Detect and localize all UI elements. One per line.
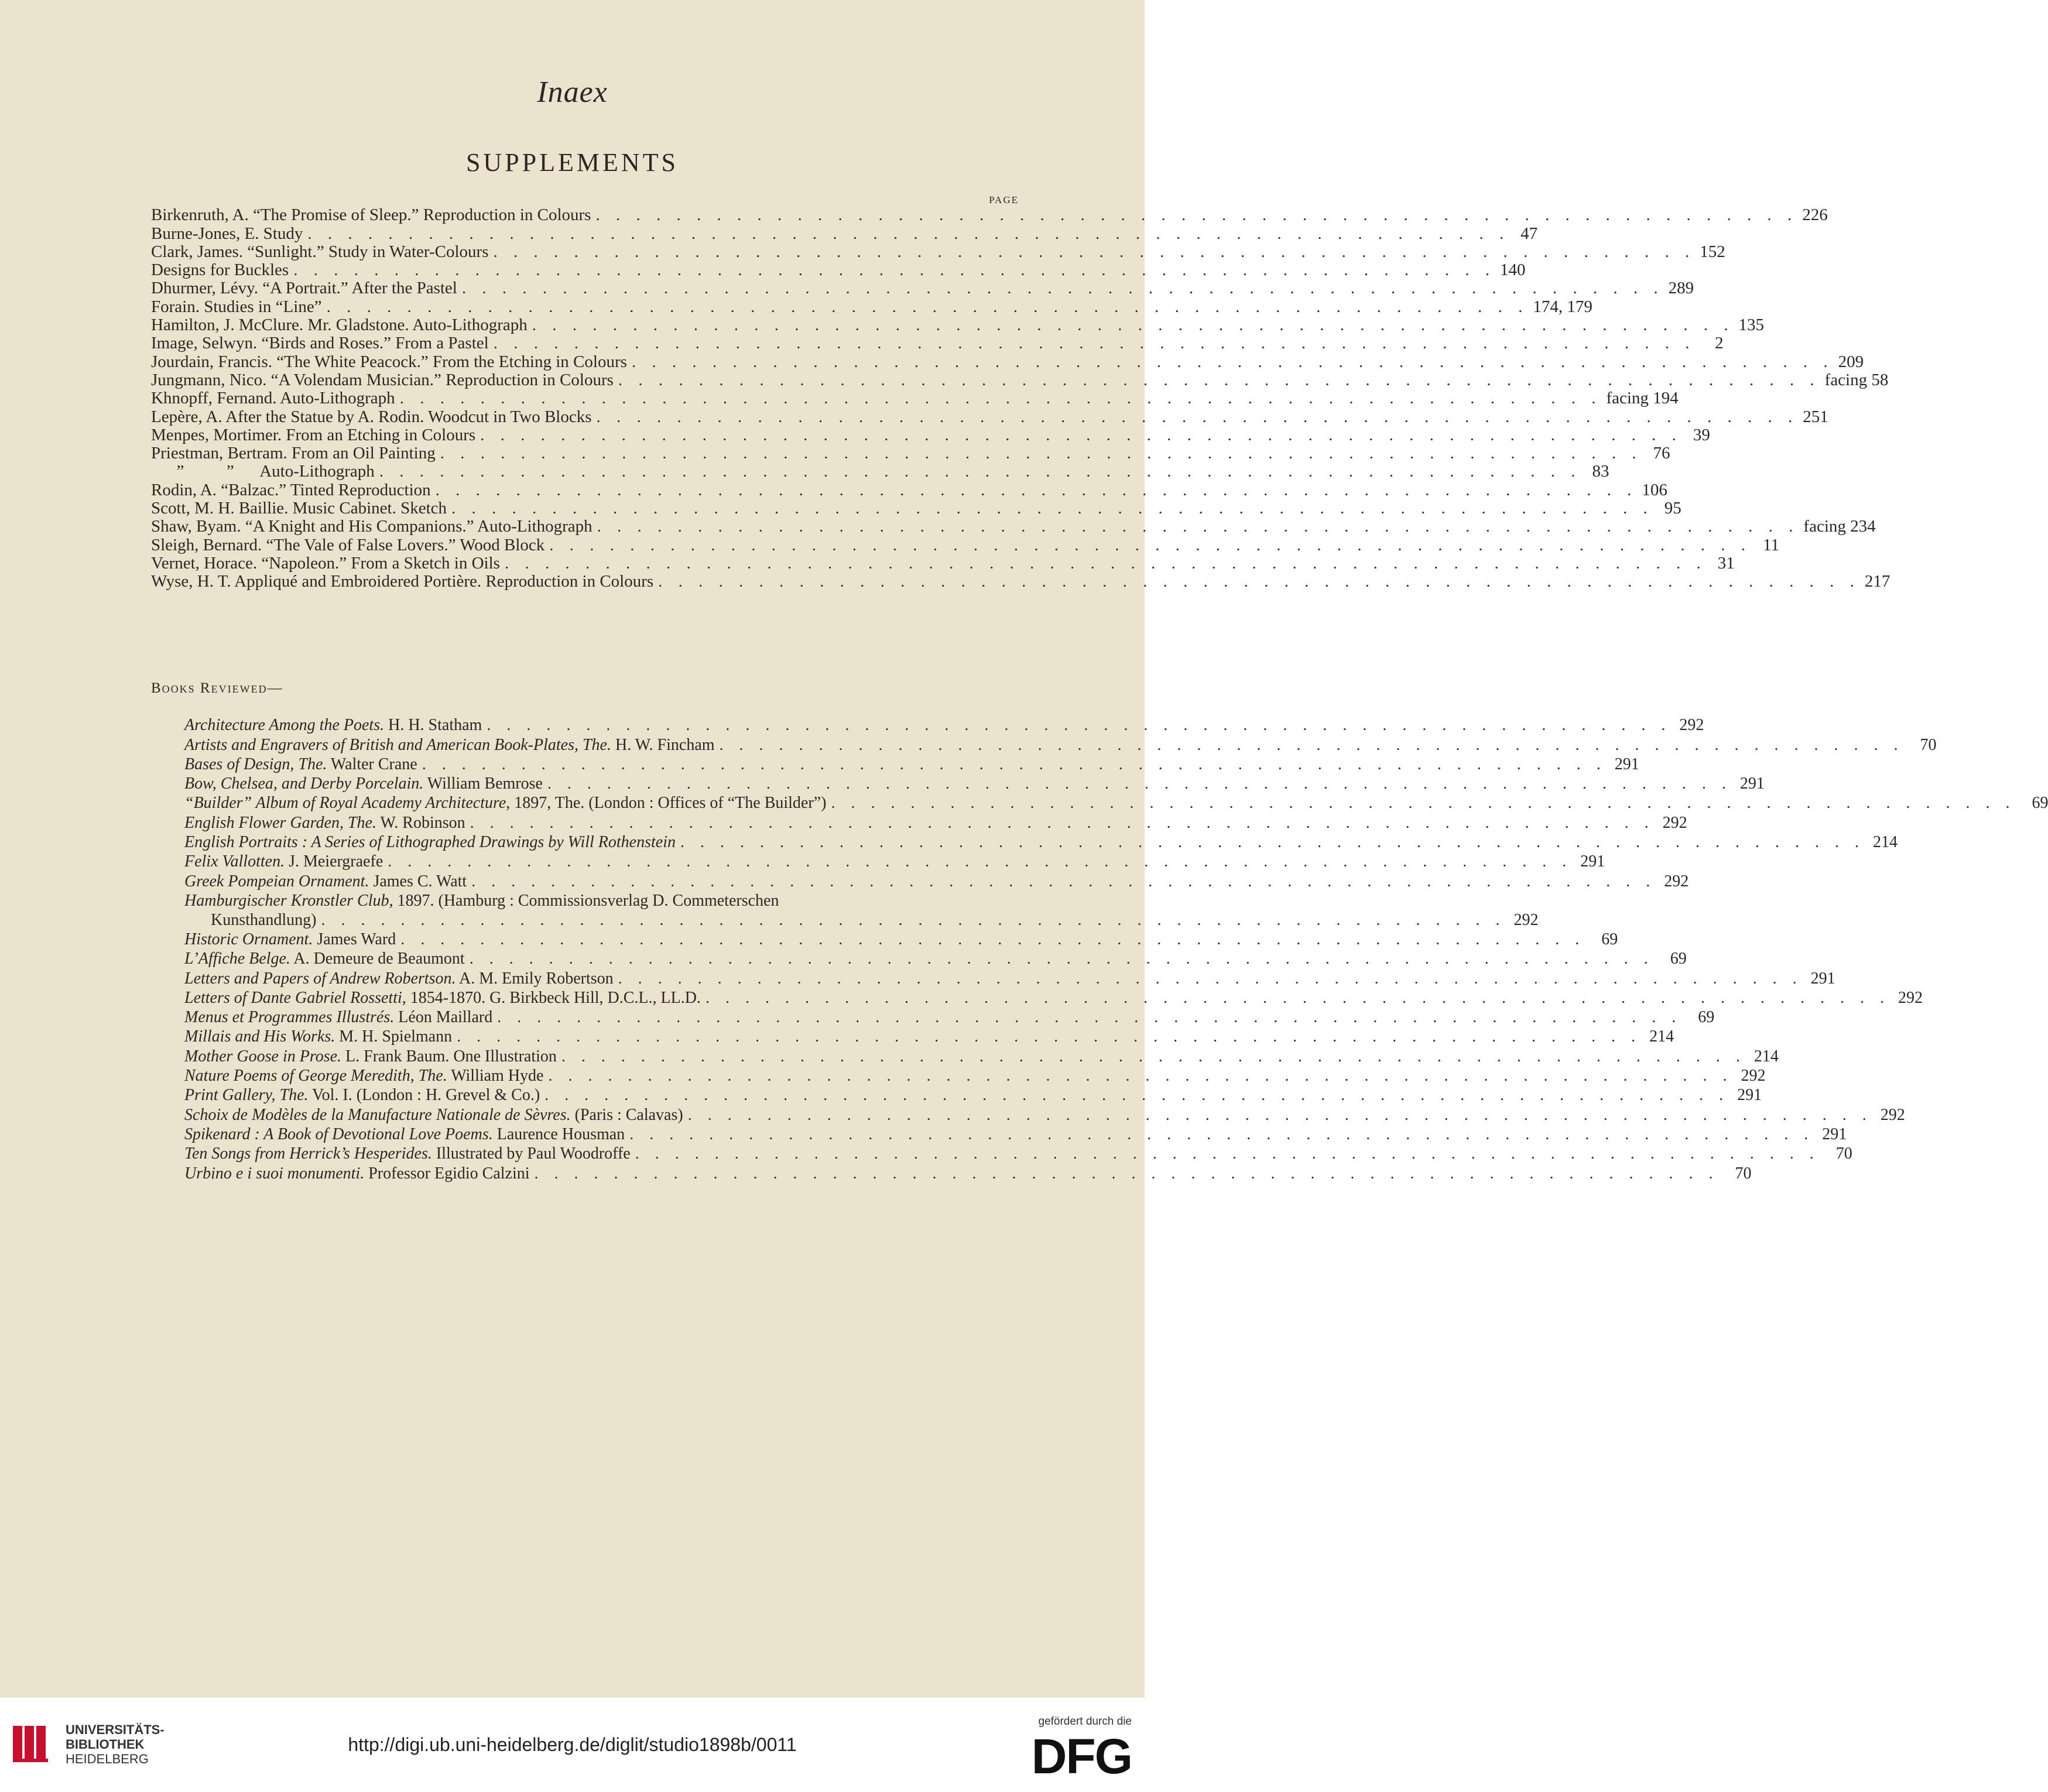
book-details: W. Robinson — [376, 813, 465, 832]
book-title: Letters and Papers of Andrew Robertson. — [184, 969, 456, 988]
book-title: Greek Pompeian Ornament. — [184, 872, 369, 890]
book-entry — [184, 988, 1923, 1008]
book-entry — [184, 930, 1618, 949]
book-page: 214 — [1649, 1027, 1674, 1046]
book-details: 1854-1870. G. Birkbeck Hill, D.C.L., LL.D. — [406, 988, 701, 1007]
dot-leader: . . . . . . . . . . . . . . . . . . . . . . . . . . . . . . . . . . . . . . . . . . . . . . . . . . . . . . . . . . . . — [470, 813, 1655, 832]
dot-leader: . . . . . . . . . . . . . . . . . . . . . . . . . . . . . . . . . . . . . . . . . . . . . . . . . . . . . . . . . . . . — [487, 716, 1672, 735]
book-entry — [184, 891, 1539, 930]
section-title: SUPPLEMENTS — [465, 148, 679, 177]
book-entry — [184, 1144, 1852, 1163]
book-title: Felix Vallotten. — [184, 852, 285, 871]
supplement-title: Vernet, Horace. “Napoleon.” From a Sketch in Oils — [151, 553, 500, 573]
supplement-page: 76 — [1653, 444, 1670, 463]
book-details: L. Frank Baum. One Illustration — [341, 1047, 557, 1065]
supplement-entry — [151, 242, 1725, 261]
supplement-entry — [151, 407, 1828, 426]
dot-leader: . . . . . . . . . . . . . . . . . . . . . . . . . . . . . . . . . . . . . . . . . . . . . . . . . . . . . . . . . . . . — [504, 553, 1707, 573]
supplement-page: 251 — [1803, 407, 1828, 426]
book-page: 292 — [1741, 1067, 1766, 1085]
supplement-page: 217 — [1864, 572, 1891, 591]
book-details: Laurence Housman — [492, 1125, 625, 1143]
book-title: Bow, Chelsea, and Derby Porcelain. — [184, 775, 424, 793]
book-entry — [184, 755, 1639, 774]
book-page: 292 — [1898, 988, 1923, 1007]
book-entry — [184, 735, 1937, 754]
dot-leader: . . . . . . . . . . . . . . . . . . . . . . . . . . . . . . . . . . . . . . . . . . . . . . . . . . . . . . . . . . . . — [831, 794, 2016, 813]
supplement-page: 2 — [1714, 334, 1724, 353]
book-title: Historic Ornament. — [184, 930, 313, 948]
book-title: Spikenard : A Book of Devotional Love Poems. — [184, 1125, 493, 1143]
book-details: William Bemrose — [423, 775, 543, 793]
page-column-label: PAGE — [989, 194, 1019, 205]
supplement-page: 31 — [1717, 553, 1735, 573]
book-entry — [184, 968, 1835, 988]
book-title: Millais and His Works. — [184, 1027, 335, 1046]
book-details: 1897, The. (London : Offices of “The Builder”) — [510, 794, 827, 813]
books-reviewed-heading: Books Reviewed— — [151, 680, 283, 696]
supplement-entry — [151, 261, 1526, 280]
dot-leader: . . . . . . . . . . . . . . . . . . . . . . . . . . . . . . . . . . . . . . . . . . . . . . . . . . . . . . . . . . . . — [597, 517, 1799, 536]
supplement-page: 209 — [1838, 352, 1864, 371]
supplement-entry — [151, 462, 1609, 481]
supplement-title: Jourdain, Francis. “The White Peacock.” From the Etching in Colours — [151, 352, 627, 371]
book-title: Schoix de Modèles de la Manufacture Nationale de Sèvres. — [184, 1105, 571, 1124]
book-details: 1897. (Hamburg : Commissionsverlag D. Commeterschen — [393, 891, 779, 910]
supplement-entry — [151, 352, 1864, 371]
supplement-entry — [151, 279, 1694, 298]
book-entry — [184, 832, 1898, 852]
book-page: 292 — [1662, 813, 1687, 832]
supplement-title: Image, Selwyn. “Birds and Roses.” From a Pastel — [151, 334, 489, 353]
book-page: 291 — [1580, 852, 1605, 871]
dot-leader: . . . . . . . . . . . . . . . . . . . . . . . . . . . . . . . . . . . . . . . . . . . . . . . . . . . . . . . . . . . . — [631, 352, 1834, 371]
dot-leader: . . . . . . . . . . . . . . . . . . . . . . . . . . . . . . . . . . . . . . . . . . . . . . . . . . . . . . . . . . . . — [532, 316, 1734, 335]
supplement-title: Burne-Jones, E. Study — [151, 224, 303, 243]
supplement-page: 47 — [1520, 224, 1538, 243]
dot-leader: . . . . . . . . . . . . . . . . . . . . . . . . . . . . . . . . . . . . . . . . . . . . . . . . . . . . . . . . . . . . — [629, 1125, 1814, 1143]
supplement-entry — [151, 425, 1710, 444]
book-page: 70 — [1735, 1164, 1752, 1183]
dot-leader: . . . . . . . . . . . . . . . . . . . . . . . . . . . . . . . . . . . . . . . . . . . . . . . . . . . . . . . . . . . . — [461, 279, 1664, 298]
book-title: Hamburgischer Kronstler Club, — [184, 891, 393, 910]
dot-leader: . . . . . . . . . . . . . . . . . . . . . . . . . . . . . . . . . . . . . . . . . . . . . . . . . . . . . . . . . . . . — [705, 988, 1890, 1007]
book-page: 291 — [1737, 1086, 1762, 1105]
book-entry — [184, 1008, 1715, 1027]
book-details: Walter Crane — [327, 755, 417, 773]
book-details: H. H. Statham — [384, 716, 482, 735]
book-page: 70 — [1920, 735, 1937, 754]
book-page: 69 — [1670, 950, 1687, 968]
library-name-line3: HEIDELBERG — [66, 1752, 149, 1766]
supplement-page: 106 — [1642, 480, 1667, 499]
book-title: Nature Poems of George Meredith, The. — [184, 1067, 447, 1085]
supplement-entry — [151, 444, 1670, 463]
book-title: Bases of Design, The. — [184, 755, 327, 773]
supplement-page: 289 — [1668, 279, 1694, 298]
supplement-entry — [151, 389, 1679, 408]
book-entry — [184, 1066, 1766, 1085]
supplement-entry — [151, 480, 1667, 499]
dot-leader: . . . . . . . . . . . . . . . . . . . . . . . . . . . . . . . . . . . . . . . . . . . . . . . . . . . . . . . . . . . . — [658, 572, 1860, 591]
supplement-page: facing 58 — [1824, 370, 1889, 389]
supplement-entry — [151, 553, 1735, 573]
book-details: J. Meiergraefe — [285, 852, 383, 871]
book-title: Architecture Among the Poets. — [184, 716, 385, 735]
dot-leader: . . . . . . . . . . . . . . . . . . . . . . . . . . . . . . . . . . . . . . . . . . . . . . . . . . . . . . . . . . . . — [595, 205, 1798, 225]
book-title: English Portraits : A Series of Lithographed Drawings by Will Rothenstein — [184, 833, 676, 852]
book-title: English Flower Garden, The. — [184, 813, 376, 832]
supplement-page: 135 — [1738, 316, 1765, 335]
book-details: Professor Egidio Calzini — [364, 1164, 530, 1183]
book-title: Print Gallery, The. — [184, 1086, 309, 1105]
supplement-title: Wyse, H. T. Appliqué and Embroidered Portière. Reproduction in Colours — [151, 572, 654, 591]
supplement-title: Menpes, Mortimer. From an Etching in Colours — [151, 425, 476, 444]
book-entry — [184, 715, 1704, 735]
supplement-page: 95 — [1664, 499, 1681, 518]
dot-leader: . . . . . . . . . . . . . . . . . . . . . . . . . . . . . . . . . . . . . . . . . . . . . . . . . . . . . . . . . . . . — [469, 950, 1654, 968]
dot-leader: . . . . . . . . . . . . . . . . . . . . . . . . . . . . . . . . . . . . . . . . . . . . . . . . . . . . . . . . . . . . — [680, 833, 1865, 852]
dot-leader: . . . . . . . . . . . . . . . . . . . . . . . . . . . . . . . . . . . . . . . . . . . . . . . . . . . . . . . . . . . . — [687, 1105, 1872, 1124]
book-details: (Paris : Calavas) — [570, 1105, 683, 1124]
supplement-entry — [151, 370, 1889, 389]
supplement-title: Hamilton, J. McClure. Mr. Gladstone. Auto-Lithograph — [151, 316, 528, 335]
book-entry — [184, 1105, 1905, 1124]
book-page: 69 — [2032, 794, 2048, 813]
supplement-title: Forain. Studies in “Line” — [151, 297, 322, 316]
book-details: H. W. Fincham — [611, 735, 715, 754]
supplement-title: Scott, M. H. Baillie. Music Cabinet. Sketch — [151, 499, 447, 518]
dot-leader: . . . . . . . . . . . . . . . . . . . . . . . . . . . . . . . . . . . . . . . . . . . . . . . . . . . . . . . . . . . . — [471, 872, 1656, 890]
dot-leader: . . . . . . . . . . . . . . . . . . . . . . . . . . . . . . . . . . . . . . . . . . . . . . . . . . . . . . . . . . . . — [457, 1027, 1642, 1046]
footer-bar — [0, 1698, 1145, 1792]
book-entry — [184, 1125, 1847, 1144]
book-title: Artists and Engravers of British and American Book-Plates, The. — [184, 735, 611, 754]
supplement-page: 226 — [1802, 205, 1828, 225]
supplement-title: ” ” Auto-Lithograph — [151, 462, 375, 481]
funded-by-text: gefördert durch die — [1038, 1715, 1132, 1728]
dfg-logo: DFG — [1031, 1729, 1132, 1784]
supplement-title: Shaw, Byam. “A Knight and His Companions.” Auto-Lithograph — [151, 517, 593, 536]
book-page: 291 — [1822, 1125, 1847, 1143]
supplement-entry — [151, 517, 1876, 536]
supplement-title: Designs for Buckles — [151, 261, 289, 280]
dot-leader: . . . . . . . . . . . . . . . . . . . . . . . . . . . . . . . . . . . . . . . . . . . . . . . . . . . . . . . . . . . . — [549, 535, 1752, 554]
dot-leader: . . . . . . . . . . . . . . . . . . . . . . . . . . . . . . . . . . . . . . . . . . . . . . . . . . . . . . . . . . . . — [379, 462, 1581, 481]
book-entry — [184, 1046, 1779, 1065]
book-page: 214 — [1754, 1047, 1779, 1065]
dot-leader: . . . . . . . . . . . . . . . . . . . . . . . . . . . . . . . . . . . . . . . . . . . . . . . . . . . . . . . . . . . . — [493, 334, 1696, 353]
dot-leader: . . . . . . . . . . . . . . . . . . . . . . . . . . . . . . . . . . . . . . . . . . . . . . . . . . . . . . . . . . . . — [326, 297, 1529, 316]
supplement-entry — [151, 224, 1538, 243]
library-name-line2: BIBLIOTHEK — [66, 1737, 145, 1752]
dot-leader: . . . . . . . . . . . . . . . . . . . . . . . . . . . . . . . . . . . . . . . . . . . . . . . . . . . . . . . . . . . . — [451, 499, 1653, 518]
book-page: 69 — [1601, 930, 1618, 948]
supplement-entry — [151, 572, 1891, 591]
book-title: “Builder” Album of Royal Academy Architecture, — [184, 794, 511, 813]
supplement-title: Priestman, Bertram. From an Oil Painting — [151, 444, 436, 463]
dot-leader: . . . . . . . . . . . . . . . . . . . . . . . . . . . . . . . . . . . . . . . . . . . . . . . . . . . . . . . . . . . . — [719, 735, 1904, 754]
book-page: 291 — [1810, 969, 1835, 988]
dot-leader: . . . . . . . . . . . . . . . . . . . . . . . . . . . . . . . . . . . . . . . . . . . . . . . . . . . . . . . . . . . . — [400, 930, 1585, 948]
dot-leader: . . . . . . . . . . . . . . . . . . . . . . . . . . . . . . . . . . . . . . . . . . . . . . . . . . . . . . . . . . . . — [422, 755, 1607, 773]
supplement-title: Birkenruth, A. “The Promise of Sleep.” Reproduction in Colours — [151, 205, 591, 225]
supplement-page: 83 — [1592, 462, 1609, 481]
book-details: William Hyde — [447, 1067, 544, 1085]
book-entry — [184, 813, 1687, 832]
book-title: Ten Songs from Herrick’s Hesperides. — [184, 1145, 432, 1163]
book-page: 69 — [1698, 1008, 1715, 1027]
book-title: L’Affiche Belge. — [184, 950, 290, 968]
supplement-page: 39 — [1693, 425, 1710, 444]
supplement-page: 174, 179 — [1533, 297, 1592, 316]
book-page: 214 — [1872, 833, 1898, 852]
supplement-entry — [151, 316, 1765, 335]
dot-leader: . . . . . . . . . . . . . . . . . . . . . . . . . . . . . . . . . . . . . . . . . . . . . . . . . . . . . . . . . . . . — [307, 224, 1510, 243]
book-details: A. Demeure de Beaumont — [290, 950, 465, 968]
supplement-entry — [151, 499, 1681, 518]
book-page: 292 — [1679, 716, 1704, 735]
dot-leader: . . . . . . . . . . . . . . . . . . . . . . . . . . . . . . . . . . . . . . . . . . . . . . . . . . . . . . . . . . . . — [561, 1047, 1746, 1065]
book-page: 292 — [1664, 872, 1689, 890]
running-head: Inaex — [537, 76, 608, 109]
book-entry — [184, 949, 1687, 968]
dot-leader: . . . . . . . . . . . . . . . . . . . . . . . . . . . . . . . . . . . . . . . . . . . . . . . . . . . . . . . . . . . . — [618, 969, 1803, 988]
book-details: A. M. Emily Robertson — [456, 969, 614, 988]
dot-leader: . . . . . . . . . . . . . . . . . . . . . . . . . . . . . . . . . . . . . . . . . . . . . . . . . . . . . . . . . . . . — [293, 261, 1495, 280]
supplement-title: Sleigh, Bernard. “The Vale of False Lovers.” Wood Block — [151, 535, 545, 554]
book-page: 70 — [1835, 1145, 1852, 1163]
dot-leader: . . . . . . . . . . . . . . . . . . . . . . . . . . . . . . . . . . . . . . . . . . . . . . . . . . . . . . . . . . . . — [618, 370, 1820, 389]
supplement-title: Dhurmer, Lévy. “A Portrait.” After the Pastel — [151, 279, 457, 298]
book-details: James Ward — [313, 930, 396, 948]
supplement-title: Khnopff, Fernand. Auto-Lithograph — [151, 389, 395, 408]
book-entry — [184, 1027, 1674, 1046]
book-details: Léon Maillard — [394, 1008, 493, 1027]
book-entry — [184, 1085, 1762, 1105]
supplement-title: Lepère, A. After the Statue by A. Rodin. Woodcut in Two Blocks — [151, 407, 592, 426]
dot-leader: . . . . . . . . . . . . . . . . . . . . . . . . . . . . . . . . . . . . . . . . . . . . . . . . . . . . . . . . . . . . — [547, 775, 1732, 793]
supplement-page: 11 — [1763, 535, 1780, 554]
dot-leader: . . . . . . . . . . . . . . . . . . . . . . . . . . . . . . . . . . . . . . . . . . . . . . . . . . . . . . . . . . . . — [440, 444, 1642, 463]
book-title: Mother Goose in Prose. — [184, 1047, 342, 1065]
supplement-entry — [151, 297, 1592, 316]
books-reviewed-list — [184, 715, 2048, 1183]
book-page: 292 — [1880, 1105, 1905, 1124]
supplement-title: Rodin, A. “Balzac.” Tinted Reproduction — [151, 480, 431, 499]
supplement-entry — [151, 535, 1780, 554]
book-entry — [184, 793, 2048, 813]
dot-leader: . . . . . . . . . . . . . . . . . . . . . . . . . . . . . . . . . . . . . . . . . . . . . . . . . . . . . . . . . . . . — [435, 480, 1638, 499]
dot-leader: . . . . . . . . . . . . . . . . . . . . . . . . . . . . . . . . . . . . . . . . . . . . . . . . . . . . . . . . . . . . — [480, 425, 1682, 444]
book-title: Menus et Programmes Illustrés. — [184, 1008, 395, 1027]
book-details: M. H. Spielmann — [335, 1027, 453, 1046]
supplement-title: Jungmann, Nico. “A Volendam Musician.” Reproduction in Colours — [151, 370, 614, 389]
dot-leader: . . . . . . . . . . . . . . . . . . . . . . . . . . . . . . . . . . . . . . . . . . . . . . . . . . . . . . . . . . . . — [544, 1086, 1730, 1105]
supplement-page: facing 234 — [1803, 517, 1876, 536]
supplements-list — [151, 205, 1891, 591]
dot-leader: . . . . . . . . . . . . . . . . . . . . . . . . . . . . . . . . . . . . . . . . . . . . . . . . . . . . . . . . . . . . — [497, 1008, 1682, 1027]
supplement-page: facing 194 — [1606, 389, 1679, 408]
book-details: Vol. I. (London : H. Grevel & Co.) — [308, 1086, 540, 1105]
supplement-title: Clark, James. “Sunlight.” Study in Water-Colours — [151, 242, 489, 261]
book-details: Illustrated by Paul Woodroffe — [431, 1145, 631, 1163]
supplement-page: 152 — [1700, 242, 1725, 261]
book-details-continued: Kunsthandlung) — [211, 910, 317, 929]
book-entry — [184, 852, 1605, 871]
book-title: Letters of Dante Gabriel Rossetti, — [184, 988, 406, 1007]
permalink-url[interactable]: http://digi.ub.uni-heidelberg.de/diglit/studio1898b/0011 — [348, 1734, 797, 1755]
book-page: 292 — [1513, 910, 1539, 929]
book-title: Urbino e i suoi monumenti. — [184, 1164, 365, 1183]
book-details: James C. Watt — [369, 872, 467, 890]
book-entry — [184, 774, 1765, 793]
dot-leader: . . . . . . . . . . . . . . . . . . . . . . . . . . . . . . . . . . . . . . . . . . . . . . . . . . . . . . . . . . . . — [321, 910, 1506, 929]
supplement-page: 140 — [1499, 261, 1526, 280]
dot-leader: . . . . . . . . . . . . . . . . . . . . . . . . . . . . . . . . . . . . . . . . . . . . . . . . . . . . . . . . . . . . — [635, 1145, 1820, 1163]
dot-leader: . . . . . . . . . . . . . . . . . . . . . . . . . . . . . . . . . . . . . . . . . . . . . . . . . . . . . . . . . . . . — [548, 1067, 1733, 1085]
dot-leader: . . . . . . . . . . . . . . . . . . . . . . . . . . . . . . . . . . . . . . . . . . . . . . . . . . . . . . . . . . . . — [534, 1164, 1719, 1183]
book-entry — [184, 1163, 1752, 1183]
dot-leader: . . . . . . . . . . . . . . . . . . . . . . . . . . . . . . . . . . . . . . . . . . . . . . . . . . . . . . . . . . . . — [399, 389, 1602, 408]
book-page: 291 — [1614, 755, 1639, 773]
book-entry — [184, 871, 1689, 890]
dot-leader: . . . . . . . . . . . . . . . . . . . . . . . . . . . . . . . . . . . . . . . . . . . . . . . . . . . . . . . . . . . . — [388, 852, 1573, 871]
dot-leader: . . . . . . . . . . . . . . . . . . . . . . . . . . . . . . . . . . . . . . . . . . . . . . . . . . . . . . . . . . . . — [596, 407, 1799, 426]
supplement-entry — [151, 334, 1724, 353]
library-name-line1: UNIVERSITÄTS- — [66, 1722, 165, 1737]
supplement-entry — [151, 205, 1828, 225]
dot-leader: . . . . . . . . . . . . . . . . . . . . . . . . . . . . . . . . . . . . . . . . . . . . . . . . . . . . . . . . . . . . — [493, 242, 1696, 261]
book-page: 291 — [1739, 775, 1765, 793]
